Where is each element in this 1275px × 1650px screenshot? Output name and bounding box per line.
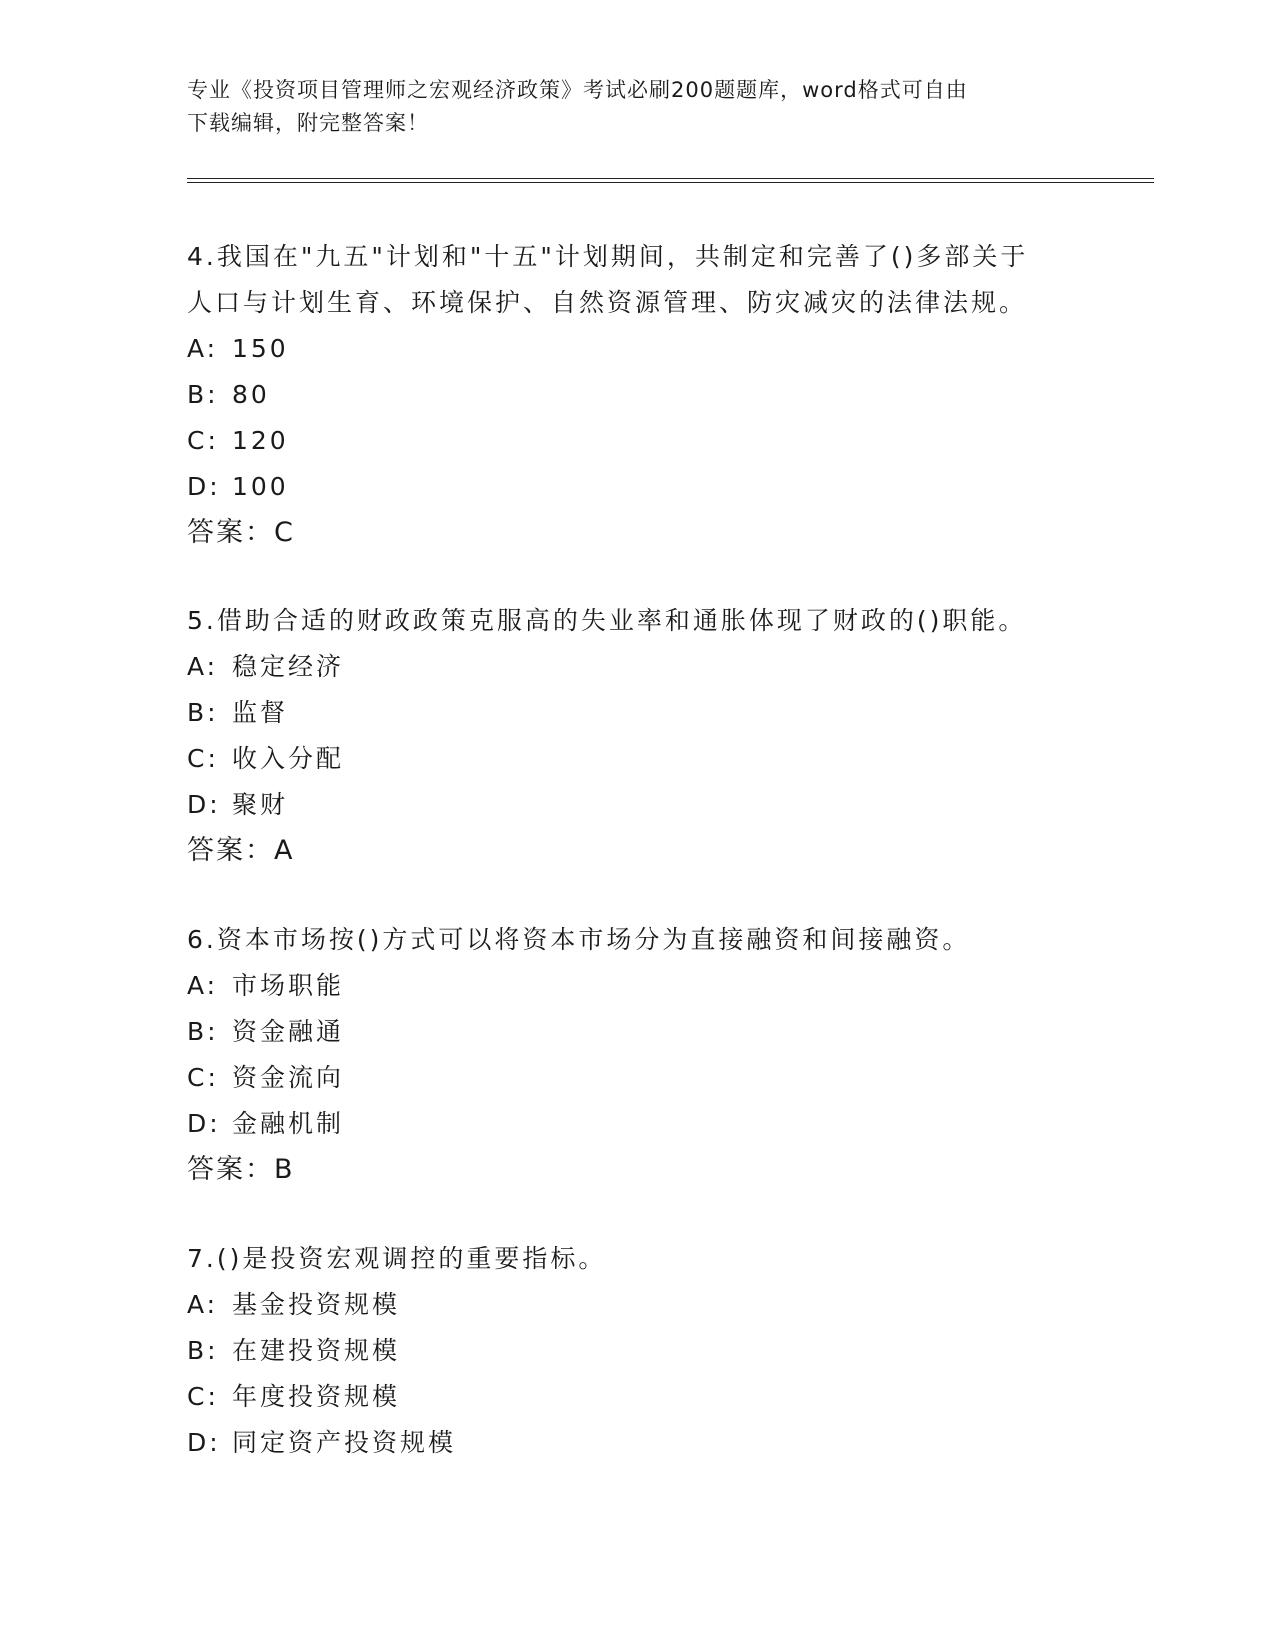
- option-a: [187, 1282, 1087, 1328]
- question-5: [187, 598, 1087, 874]
- header-divider-top: [187, 178, 1154, 179]
- answer-line: 答案：B: [187, 1154, 295, 1185]
- option-b: [187, 1328, 1087, 1374]
- option-c: [187, 418, 1087, 464]
- option-c: [187, 1055, 1087, 1101]
- option-a: [187, 644, 1087, 690]
- question-4: [187, 234, 1087, 556]
- option-text: 市场职能: [232, 971, 345, 1000]
- option-text: 资金流向: [232, 1063, 345, 1092]
- option-text: 资金融通: [232, 1017, 345, 1046]
- option-text: 150: [232, 334, 289, 363]
- option-text: 金融机制: [232, 1109, 345, 1138]
- option-key: D:: [187, 1428, 221, 1457]
- header-divider-bottom: [187, 182, 1154, 183]
- option-text: 在建投资规模: [232, 1336, 401, 1365]
- option-c: [187, 1374, 1087, 1420]
- question-stem-continued: 人口与计划生育、环境保护、自然资源管理、防灾减灾的法律法规。: [187, 288, 1028, 317]
- option-key: B:: [187, 380, 219, 409]
- question-stem: 4.我国在"九五"计划和"十五"计划期间，共制定和完善了()多部关于: [187, 242, 1029, 271]
- option-text: 80: [232, 380, 270, 409]
- option-b: [187, 372, 1087, 418]
- document-header: [187, 74, 1067, 140]
- header-line-1: 专业《投资项目管理师之宏观经济政策》考试必刷200题题库，word格式可自由: [187, 78, 968, 102]
- header-line-2: 下载编辑，附完整答案！: [187, 111, 429, 135]
- option-key: C:: [187, 1063, 219, 1092]
- option-d: [187, 464, 1087, 510]
- option-a: [187, 326, 1087, 372]
- answer-line: 答案：C: [187, 517, 295, 548]
- question-stem: 5.借助合适的财政政策克服高的失业率和通胀体现了财政的()职能。: [187, 606, 1027, 635]
- option-key: A:: [187, 971, 219, 1000]
- option-key: B:: [187, 698, 219, 727]
- option-key: C:: [187, 1382, 219, 1411]
- question-7: [187, 1236, 1087, 1466]
- option-key: C:: [187, 426, 219, 455]
- option-key: A:: [187, 652, 219, 681]
- option-text: 100: [232, 472, 289, 501]
- option-text: 基金投资规模: [232, 1290, 401, 1319]
- option-b: [187, 1009, 1087, 1055]
- question-stem: 7.()是投资宏观调控的重要指标。: [187, 1244, 607, 1273]
- option-d: [187, 1420, 1087, 1466]
- option-key: D:: [187, 790, 221, 819]
- option-text: 收入分配: [232, 744, 345, 773]
- question-6: [187, 917, 1087, 1193]
- option-key: B:: [187, 1017, 219, 1046]
- option-key: C:: [187, 744, 219, 773]
- answer-line: 答案：A: [187, 835, 295, 866]
- option-text: 120: [232, 426, 289, 455]
- option-key: A:: [187, 1290, 219, 1319]
- option-text: 稳定经济: [232, 652, 345, 681]
- question-stem: 6.资本市场按()方式可以将资本市场分为直接融资和间接融资。: [187, 925, 971, 954]
- option-key: B:: [187, 1336, 219, 1365]
- option-d: [187, 782, 1087, 828]
- option-text: 聚财: [232, 790, 289, 819]
- option-key: A:: [187, 334, 219, 363]
- option-text: 同定资产投资规模: [232, 1428, 457, 1457]
- option-text: 监督: [232, 698, 289, 727]
- option-a: [187, 963, 1087, 1009]
- option-d: [187, 1101, 1087, 1147]
- option-text: 年度投资规模: [232, 1382, 401, 1411]
- option-c: [187, 736, 1087, 782]
- option-b: [187, 690, 1087, 736]
- option-key: D:: [187, 1109, 221, 1138]
- option-key: D:: [187, 472, 221, 501]
